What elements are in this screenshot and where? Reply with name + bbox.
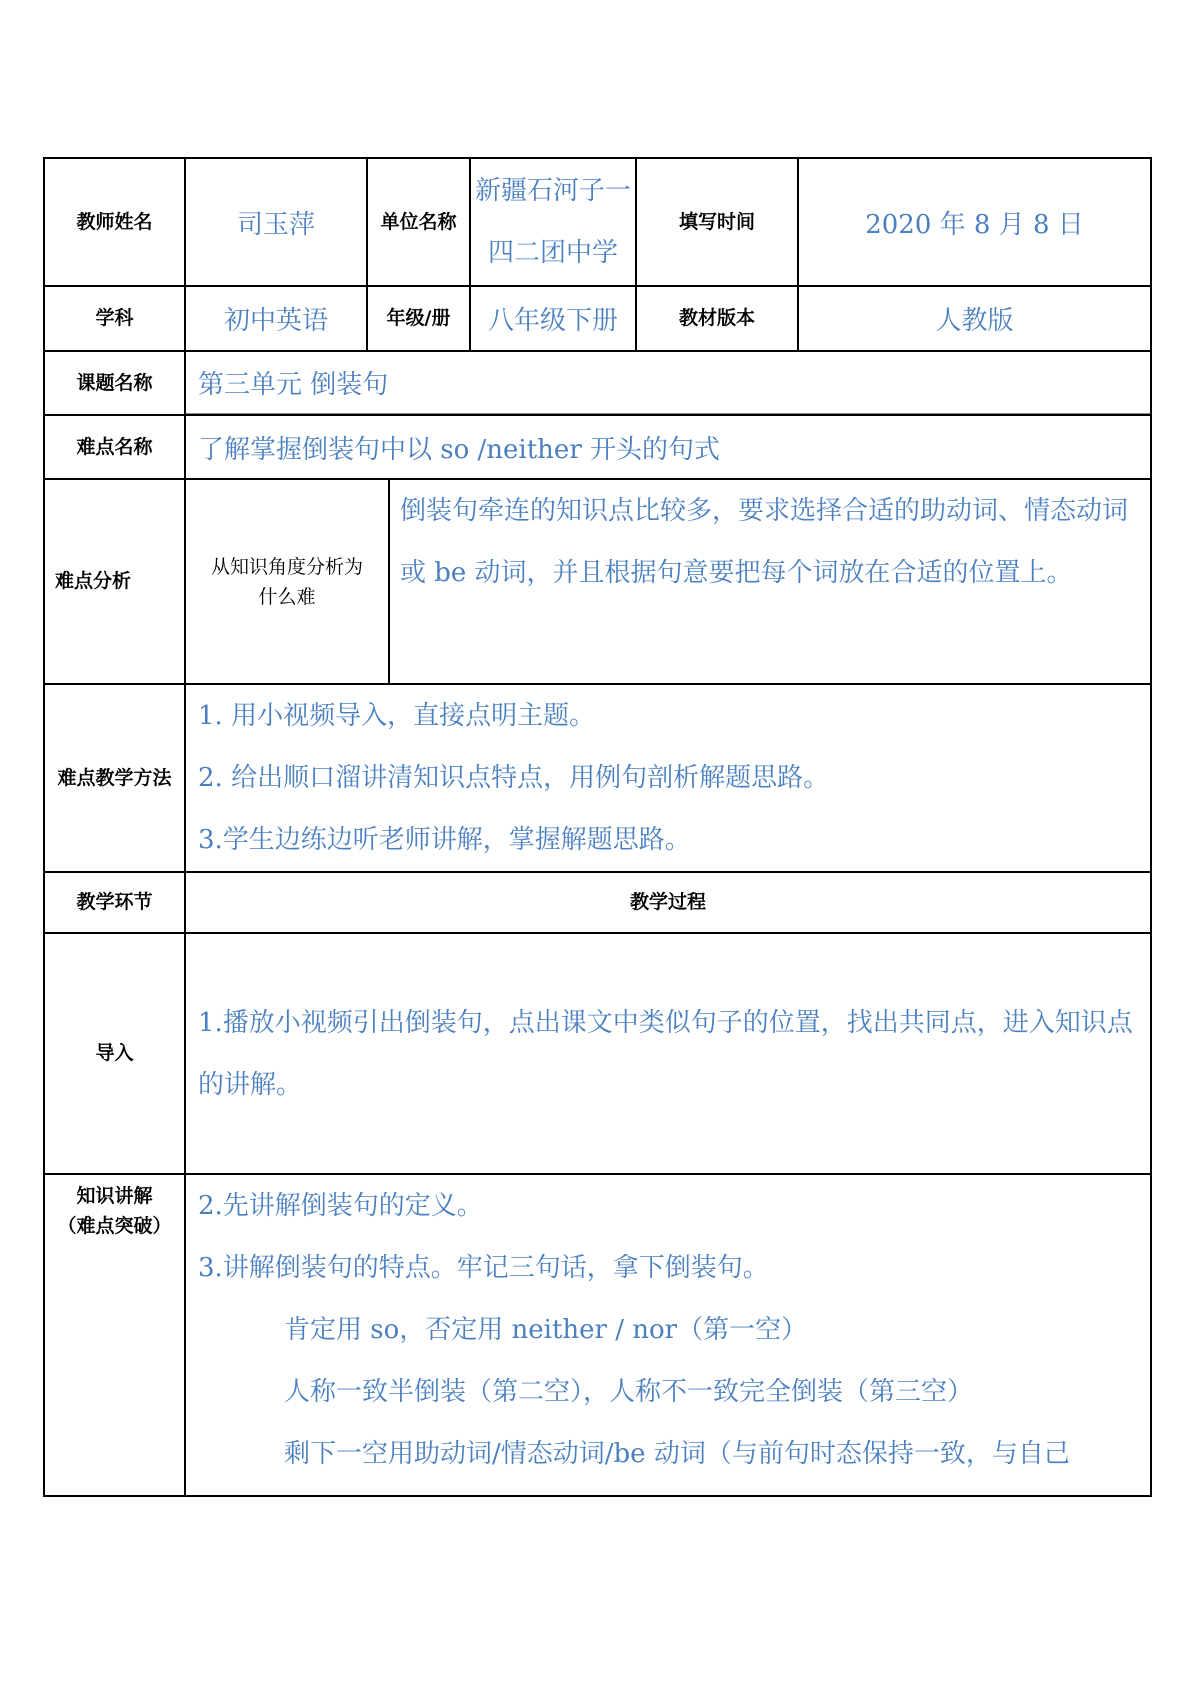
teaching-process-header: 教学过程: [184, 871, 1152, 934]
unit-name-line2: 四二团中学: [487, 238, 618, 268]
lesson-plan-table: [43, 157, 1152, 1497]
teacher-name-value: 司玉萍: [184, 157, 368, 287]
analysis-sub-label: 从知识角度分析为什么难: [184, 478, 390, 685]
edition-value: 人教版: [797, 285, 1152, 352]
subject-value: 初中英语: [184, 285, 368, 352]
subject-label: 学科: [43, 285, 186, 352]
topic-value: 第三单元 倒装句: [184, 350, 1152, 416]
grade-label: 年级/册: [366, 285, 471, 352]
method-item-2: 2. 给出顺口溜讲清知识点特点，用例句剖析解题思路。: [198, 763, 830, 793]
fill-date-value: 2020 年 8 月 8 日: [797, 157, 1152, 287]
method-item-1: 1. 用小视频导入，直接点明主题。: [198, 701, 596, 731]
teacher-name-label: 教师姓名: [43, 157, 186, 287]
fill-date-label: 填写时间: [635, 157, 799, 287]
knowledge-label-line2: （难点突破）: [57, 1215, 172, 1237]
unit-name-line1: 新疆石河子一: [474, 176, 631, 206]
difficulty-analysis-label: 难点分析: [43, 478, 186, 685]
intro-label: 导入: [43, 932, 186, 1175]
teaching-stage-header: 教学环节: [43, 871, 186, 934]
difficulty-name-label: 难点名称: [43, 414, 186, 480]
knowledge-content: [184, 1173, 1152, 1497]
unit-name-label: 单位名称: [366, 157, 471, 287]
teaching-method-list: [184, 683, 1152, 873]
analysis-text: 倒装句牵连的知识点比较多，要求选择合适的助动词、情态动词或 be 动词，并且根据句意要把每个词放在合适的位置上。: [388, 478, 1152, 685]
teaching-method-label: 难点教学方法: [43, 683, 186, 873]
method-item-3: 3.学生边练边听老师讲解，掌握解题思路。: [198, 825, 691, 855]
knowledge-line-1: 2.先讲解倒装句的定义。: [198, 1191, 483, 1221]
intro-text: 1.播放小视频引出倒装句，点出课文中类似句子的位置，找出共同点，进入知识点的讲解。: [184, 932, 1152, 1175]
edition-label: 教材版本: [635, 285, 799, 352]
difficulty-name-value: 了解掌握倒装句中以 so /neither 开头的句式: [184, 414, 1152, 480]
knowledge-line-3: 肯定用 so，否定用 neither / nor（第一空）: [284, 1315, 808, 1345]
topic-label: 课题名称: [43, 350, 186, 416]
unit-name-value: [469, 157, 637, 287]
knowledge-line-5: 剩下一空用助动词/情态动词/be 动词（与前句时态保持一致，与自己: [284, 1439, 1070, 1469]
knowledge-label-line1: 知识讲解: [76, 1185, 153, 1207]
knowledge-label: [43, 1173, 186, 1497]
grade-value: 八年级下册: [469, 285, 637, 352]
knowledge-line-2: 3.讲解倒装句的特点。牢记三句话，拿下倒装句。: [198, 1253, 769, 1283]
knowledge-line-4: 人称一致半倒装（第二空），人称不一致完全倒装（第三空）: [284, 1377, 974, 1407]
